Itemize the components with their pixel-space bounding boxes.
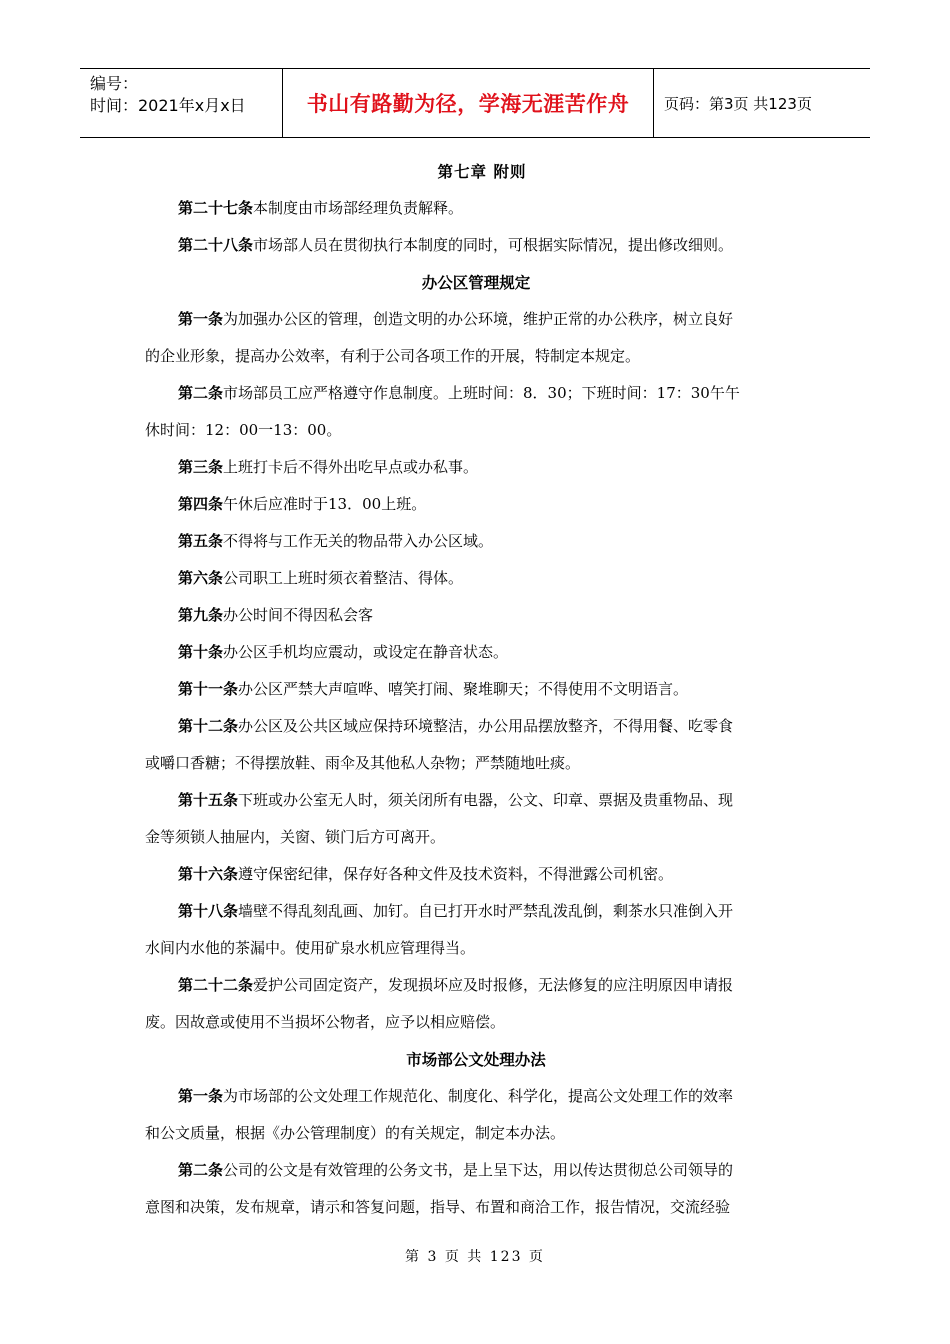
article-paragraph [145,782,807,856]
article-text: 爱护公司固定资产，发现损坏应及时报修，无法修复的应注明原因申请报 [253,976,734,994]
article-label: 第三条 [178,458,224,476]
article-text: 办公区及公共区域应保持环境整洁，办公用品摆放整齐，不得用餐、吃零食 [238,717,734,735]
paragraph-line [145,338,807,375]
paragraph-line [145,1152,807,1189]
article-text: 市场部人员在贯彻执行本制度的同时，可根据实际情况，提出修改细则。 [253,236,734,254]
header-meta [80,69,282,137]
paragraph-line [145,745,807,782]
section-heading: 市场部公文处理办法 [406,1050,546,1069]
document-body [145,153,807,1226]
paragraph-line [145,449,807,486]
article-text: 或嚼口香糖；不得摆放鞋、雨伞及其他私人杂物；严禁随地吐痰。 [145,754,581,772]
section-heading: 办公区管理规定 [421,273,531,292]
article-text: 上班打卡后不得外出吃早点或办私事。 [223,458,479,476]
article-text: 公司的公文是有效管理的公务文书，是上呈下达，用以传达贯彻总公司领导的 [223,1161,734,1179]
article-label: 第六条 [178,569,224,587]
paragraph-line [145,708,807,745]
article-text: 办公时间不得因私会客 [223,606,374,624]
article-text: 市场部员工应严格遵守作息制度。上班时间：8．30；下班时间：17：30午午 [223,384,740,402]
article-text: 休时间：12：00一13：00。 [145,421,342,439]
article-text: 废。因故意或使用不当损坏公物者，应予以相应赔偿。 [145,1013,506,1031]
article-label: 第二十八条 [178,236,254,254]
paragraph-line [145,930,807,967]
article-paragraph [145,301,807,375]
article-text: 遵守保密纪律，保存好各种文件及技术资料，不得泄露公司机密。 [238,865,674,883]
page-footer: 第 3 页 共 123 页 [405,1249,545,1265]
article-text: 和公文质量，根据《办公管理制度）的有关规定，制定本办法。 [145,1124,566,1142]
paragraph-line [145,1115,807,1152]
paragraph-line [145,1078,807,1115]
paragraph-line [145,560,807,597]
paragraph-line [145,819,807,856]
article-label: 第一条 [178,310,224,328]
paragraph-line [145,190,807,227]
number-label: 编号： [90,74,139,93]
article-label: 第二十二条 [178,976,254,994]
article-paragraph [145,190,807,227]
article-paragraph [145,1078,807,1152]
article-paragraph [145,486,807,523]
paragraph-line [145,486,807,523]
paragraph-line [145,671,807,708]
article-label: 第十六条 [178,865,239,883]
article-paragraph [145,856,807,893]
paragraph-line [145,597,807,634]
article-text: 办公区严禁大声喧哗、嘻笑打闹、聚堆聊天；不得使用不文明语言。 [238,680,689,698]
paragraph-line [145,634,807,671]
article-label: 第九条 [178,606,224,624]
paragraph-line [145,856,807,893]
article-label: 第十五条 [178,791,239,809]
article-label: 第十八条 [178,902,239,920]
article-label: 第二十七条 [178,199,254,217]
article-paragraph [145,1152,807,1226]
article-text: 为市场部的公文处理工作规范化、制度化、科学化，提高公文处理工作的效率 [223,1087,734,1105]
date-label: 时间：2021年x月x日 [90,96,246,115]
article-text: 意图和决策，发布规章，请示和答复问题，指导、布置和商洽工作，报告情况，交流经验 [145,1198,731,1216]
article-text: 公司职工上班时须衣着整洁、得体。 [223,569,464,587]
article-label: 第五条 [178,532,224,550]
article-text: 的企业形象，提高办公效率，有利于公司各项工作的开展，特制定本规定。 [145,347,641,365]
paragraph-line [145,967,807,1004]
header-page-label: 页码：第3页 共123页 [664,94,812,113]
paragraph-line [145,523,807,560]
article-paragraph [145,227,807,264]
article-text: 办公区手机均应震动，或设定在静音状态。 [223,643,509,661]
paragraph-line [145,375,807,412]
header-slogan: 书山有路勤为径，学海无涯苦作舟 [282,69,654,137]
article-label: 第一条 [178,1087,224,1105]
article-paragraph [145,449,807,486]
article-label: 第十一条 [178,680,239,698]
article-label: 第四条 [178,495,224,513]
article-text: 为加强办公区的管理，创造文明的办公环境，维护正常的办公秩序，树立良好 [223,310,734,328]
article-text: 午休后应准时于13．00上班。 [223,495,427,513]
article-paragraph [145,523,807,560]
article-paragraph [145,560,807,597]
article-paragraph [145,893,807,967]
paragraph-line [145,1189,807,1226]
article-text: 不得将与工作无关的物品带入办公区域。 [223,532,494,550]
article-paragraph [145,375,807,449]
article-label: 第十二条 [178,717,239,735]
article-label: 第十条 [178,643,224,661]
article-text: 下班或办公室无人时，须关闭所有电器，公文、印章、票据及贵重物品、现 [238,791,734,809]
section-heading: 第七章 附则 [437,162,527,181]
article-paragraph [145,671,807,708]
paragraph-line [145,227,807,264]
article-paragraph [145,967,807,1041]
paragraph-line [145,412,807,449]
article-text: 金等须锁人抽屉内，关窗、锁门后方可离开。 [145,828,446,846]
article-label: 第二条 [178,384,224,402]
paragraph-line [145,782,807,819]
article-paragraph [145,634,807,671]
article-paragraph [145,597,807,634]
paragraph-line [145,301,807,338]
article-text: 水间内水他的茶漏中。使用矿泉水机应管理得当。 [145,939,476,957]
article-paragraph [145,708,807,782]
paragraph-line [145,893,807,930]
paragraph-line [145,1004,807,1041]
page-header [80,68,870,138]
article-text: 本制度由市场部经理负责解释。 [253,199,464,217]
article-label: 第二条 [178,1161,224,1179]
article-text: 墙壁不得乱刻乱画、加钉。自已打开水时严禁乱泼乱倒，剩茶水只准倒入开 [238,902,734,920]
